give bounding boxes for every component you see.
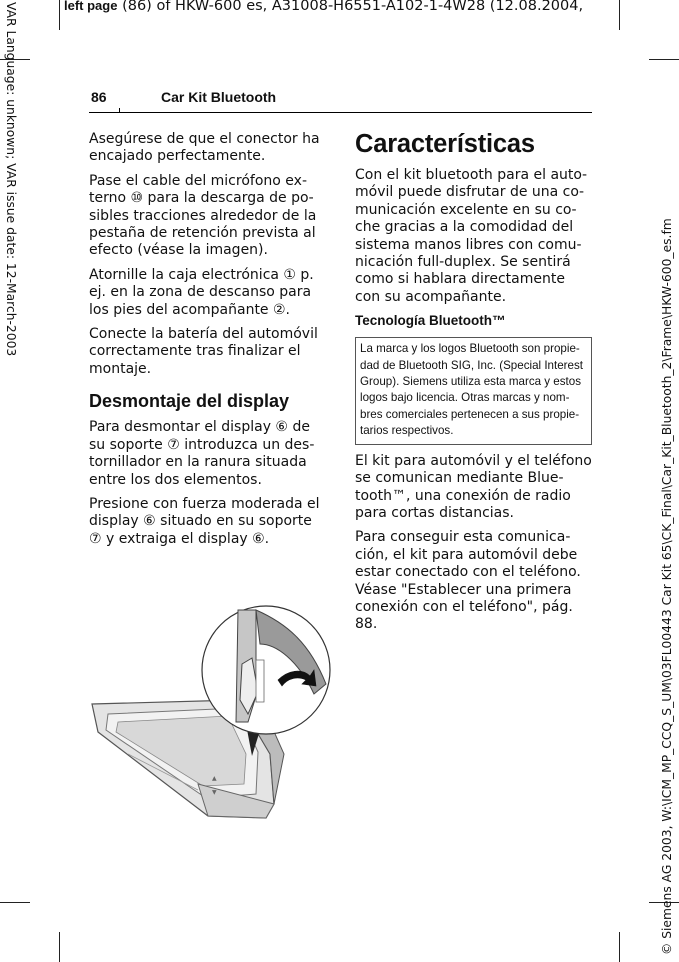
subheading-desmontaje: Desmontaje del display xyxy=(89,391,290,412)
meta-header-label: left page xyxy=(64,0,118,13)
crop-mark xyxy=(59,932,60,962)
paragraph: Atornille la caja electrónica ① p. ej. en la zona de descanso para los pies del acompañante ②. xyxy=(89,266,314,318)
crop-mark xyxy=(619,932,620,962)
svg-text:▼: ▼ xyxy=(212,789,217,796)
page-number: 86 xyxy=(91,89,107,105)
running-section-title: Car Kit Bluetooth xyxy=(161,89,277,105)
side-language-note: VAR Language: unknown; VAR issue date: 12-March-2003 xyxy=(4,2,18,357)
side-copyright-path: © Siemens AG 2003, W:\ICM_MP_CCQ_S_UM\03FL00443 Car Kit 65\CK_Final\Car_Kit_Bluetooth_2\Frame\HKW-600_es.fm xyxy=(660,218,674,955)
paragraph: Presione con fuerza moderada el display ⑥ situado en su soporte ⑦ y extraiga el display ⑥. xyxy=(89,495,320,547)
paragraph: Con el kit bluetooth para el automóvil puede disfrutar de una comunicación excelente en su coche gracias a la comodidad del sistema manos libres con comunicación full-duplex. Se sentirá como si hablara directamente con su acompañante. xyxy=(355,167,588,305)
meta-header-text: (86) of HKW-600 es, A31008-H6551-A102-1-4W28 (12.08.2004, xyxy=(122,0,584,14)
crop-mark xyxy=(619,0,620,30)
paragraph: El kit para automóvil y el teléfono se comunican mediante Bluetooth™, una conexión de radio para cortas distancias. xyxy=(355,452,592,521)
meta-header xyxy=(64,0,583,14)
crop-mark xyxy=(0,902,30,903)
zoom-detail xyxy=(202,606,330,734)
display-removal-illustration-icon xyxy=(88,604,336,822)
trademark-note: La marca y los logos Bluetooth son propiedad de Bluetooth SIG, Inc. (Special Interest Group). Siemens utiliza esta marca y estos logos bajo licencia. Otras marcas y nombres comerciales pertenecen a sus propietarios respectivos. xyxy=(360,342,583,438)
paragraph: Conecte la batería del automóvil correctamente tras finalizar el montaje. xyxy=(89,326,318,377)
crop-mark xyxy=(59,0,60,30)
trademark-note-box xyxy=(355,337,592,444)
paragraph: Pase el cable del micrófono externo ⑩ para la descarga de posibles tracciones alrededor de la pestaña de retención prevista al efecto (véase la imagen). xyxy=(89,172,317,259)
paragraph: Asegúrese de que el conector ha encajado perfectamente. xyxy=(89,131,320,165)
paragraph: Para desmontar el display ⑥ de su soporte ⑦ introduzca un destornillador en la ranura situada entre los dos elementos. xyxy=(89,419,315,488)
paragraph: Para conseguir esta comunicación, el kit para automóvil debe estar conectado con el teléfono. Véase "Establecer una primera conexión con el teléfono", pág. 88. xyxy=(355,529,581,633)
header-rule xyxy=(89,112,592,113)
header-rule-tick xyxy=(119,108,120,113)
right-column xyxy=(355,128,593,641)
crop-mark xyxy=(649,59,679,60)
heading-caracteristicas: Características xyxy=(355,130,535,158)
svg-text:▲: ▲ xyxy=(212,775,217,782)
subheading-tecnologia: Tecnología Bluetooth™ xyxy=(355,313,506,329)
left-column xyxy=(89,131,322,555)
